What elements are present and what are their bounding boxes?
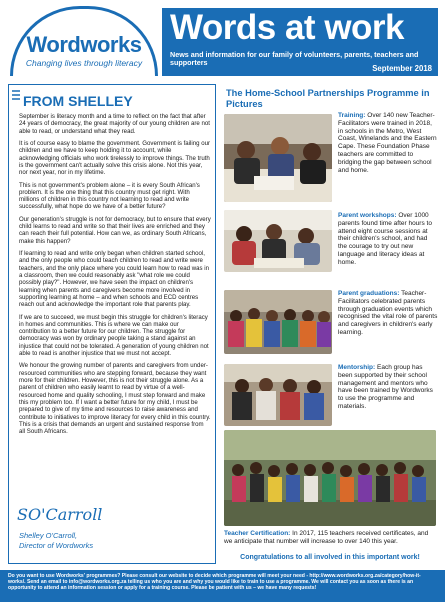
graduations-label: Parent graduations: (338, 290, 400, 297)
training-caption (338, 112, 438, 174)
mentorship-caption (338, 364, 438, 411)
mentorship-photo (224, 364, 332, 426)
certification-photo-image (224, 430, 436, 526)
corner-decoration-icon (11, 89, 21, 107)
mentorship-label: Mentorship: (338, 364, 376, 371)
title-band (162, 8, 438, 76)
signer-name: Shelley O'Carroll, (19, 531, 78, 540)
letter-paragraph: If learning to read and write only began when children started school, and the only people who could teach children to read and write were teachers, and the only place where you could learn how to read was in a classroom, then we could reasonably ask "what role we could possibly play?". However, we have seen the impact on children's learning when parents and caregivers become more involved in supporting learning at home – and when schools and ECD centres reach out and acknowledge the important role that parents play. (19, 250, 210, 309)
graduations-photo (224, 290, 332, 354)
certification-label: Teacher Certification: (224, 530, 291, 537)
workshops-photo-image (224, 210, 332, 272)
newsletter-title: Words at work (170, 8, 405, 47)
workshops-text: Over 1000 parents found time after hours to attend eight course sessions at their children's school, and had the courage to try out new language and literacy ideas at home. (338, 212, 432, 266)
training-text: Over 140 new Teacher-Facilitators were trained in 2018, in schools in the Metro, West Coast, Winelands and the Eastern Cape. These Foundation Phase teachers are committed to bridging the gap between school and home. (338, 112, 437, 174)
footer-text: Do you want to use Wordworks' programmes? Please consult our website to decide which programme will meet your need - http://www.wordworks.org.za/category/how-it-works/. Send an email to info@wordworks.org.za telling us who you are and why you would like to train to use a programme. We will contact you as soon as there is an opportunity to attend an information session or apply for a training course. Please be patient with us – we have many requests! (8, 573, 421, 592)
programme-heading: The Home-School Partnerships Programme in Pictures (226, 88, 430, 109)
certification-text: In 2017, 115 teachers received certificates, and we anticipate that number will increase to over 140 this year. (224, 530, 429, 545)
logo-tagline: Changing lives through literacy (25, 58, 143, 68)
footer-band (0, 570, 445, 602)
letter-paragraph: If we are to succeed, we must begin this struggle for children's literacy in homes and communities. This is where we can make our contribution to a better future for our children. The struggle for democracy was won by ordinary people taking a stand against an injustice that could not be tolerated. A generation of young children not able to read is another injustice that we must not accept. (19, 313, 209, 358)
logo-wordmark: Wordworks (26, 32, 142, 57)
training-photo-image (224, 114, 332, 202)
issue-date: September 2018 (372, 64, 432, 73)
workshops-label: Parent workshops: (338, 212, 397, 219)
programme-section (222, 84, 438, 564)
mentorship-text: Each group has been supported by their school management and mentors who have been trained by Wordworks to use the programme and materials. (338, 364, 433, 410)
graduations-text: Teacher-Facilitators celebrated parents through graduation events which recognised the vital role of parents and caregivers in children's early learning. (338, 290, 438, 336)
letter-paragraph: September is literacy month and a time to reflect on the fact that after 24 years of democracy, the great majority of our young children are not able to read, or understand what they read. (19, 113, 210, 135)
graduations-caption (338, 290, 438, 337)
workshops-photo (224, 210, 332, 272)
congratulations-line: Congratulations to all involved in this important work! (240, 554, 420, 561)
signer-title: Director of Wordworks (19, 540, 94, 550)
signer-block (19, 531, 93, 551)
graduations-photo-image (224, 290, 332, 354)
handwritten-signature: SO'Carroll (17, 505, 103, 524)
letter-paragraph: This is not government's problem alone – it is every South African's problem. It is the one thing that this country must get right. With millions of children in this country not learning to read and write successfully, what hope do we have of a better future? (19, 181, 200, 211)
training-label: Training: (338, 112, 366, 119)
certification-group-photo (224, 430, 436, 526)
wordworks-logo (10, 2, 158, 76)
mentorship-photo-image (224, 364, 332, 426)
letter-heading: FROM SHELLEY (23, 93, 133, 109)
training-photo (224, 114, 332, 202)
director-letter (8, 84, 216, 564)
masthead (0, 0, 445, 80)
letter-paragraph: Our generation's struggle is not for democracy, but to ensure that every child learns to read and write so that their lives are enriched and they can reach their full potential. How can we, as ordinary South Africans, make this happen? (19, 215, 211, 245)
letter-paragraph: We honour the growing number of parents and caregivers from under-resourced communities who are stepping forward, because they want more for their children. However, this is not their struggle alone. As a parent of children who easily learnt to read by virtue of a well-resourced home and quality schooling, I must step forward and make this my problem too. If I want a better future for my child, I must be prepared to give of my time and resources to raise awareness and contribute to initiatives to improve literacy for every child in this country. This is a crisis that demands an urgent and sustained response from all South Africans. (19, 362, 211, 436)
letter-paragraph: It is of course easy to blame the government. Government is failing our children and we have to keep holding it to account, while acknowledging officials who work tirelessly to improve things. The truth is the government can't actually solve this crisis alone. Not this year, nor next year, nor in my lifetime. (19, 139, 211, 177)
newsletter-subtitle: News and information for our family of volunteers, parents, teachers and supporters (170, 50, 419, 67)
certification-caption (224, 530, 436, 546)
letter-body (19, 113, 211, 441)
workshops-caption (338, 212, 438, 267)
